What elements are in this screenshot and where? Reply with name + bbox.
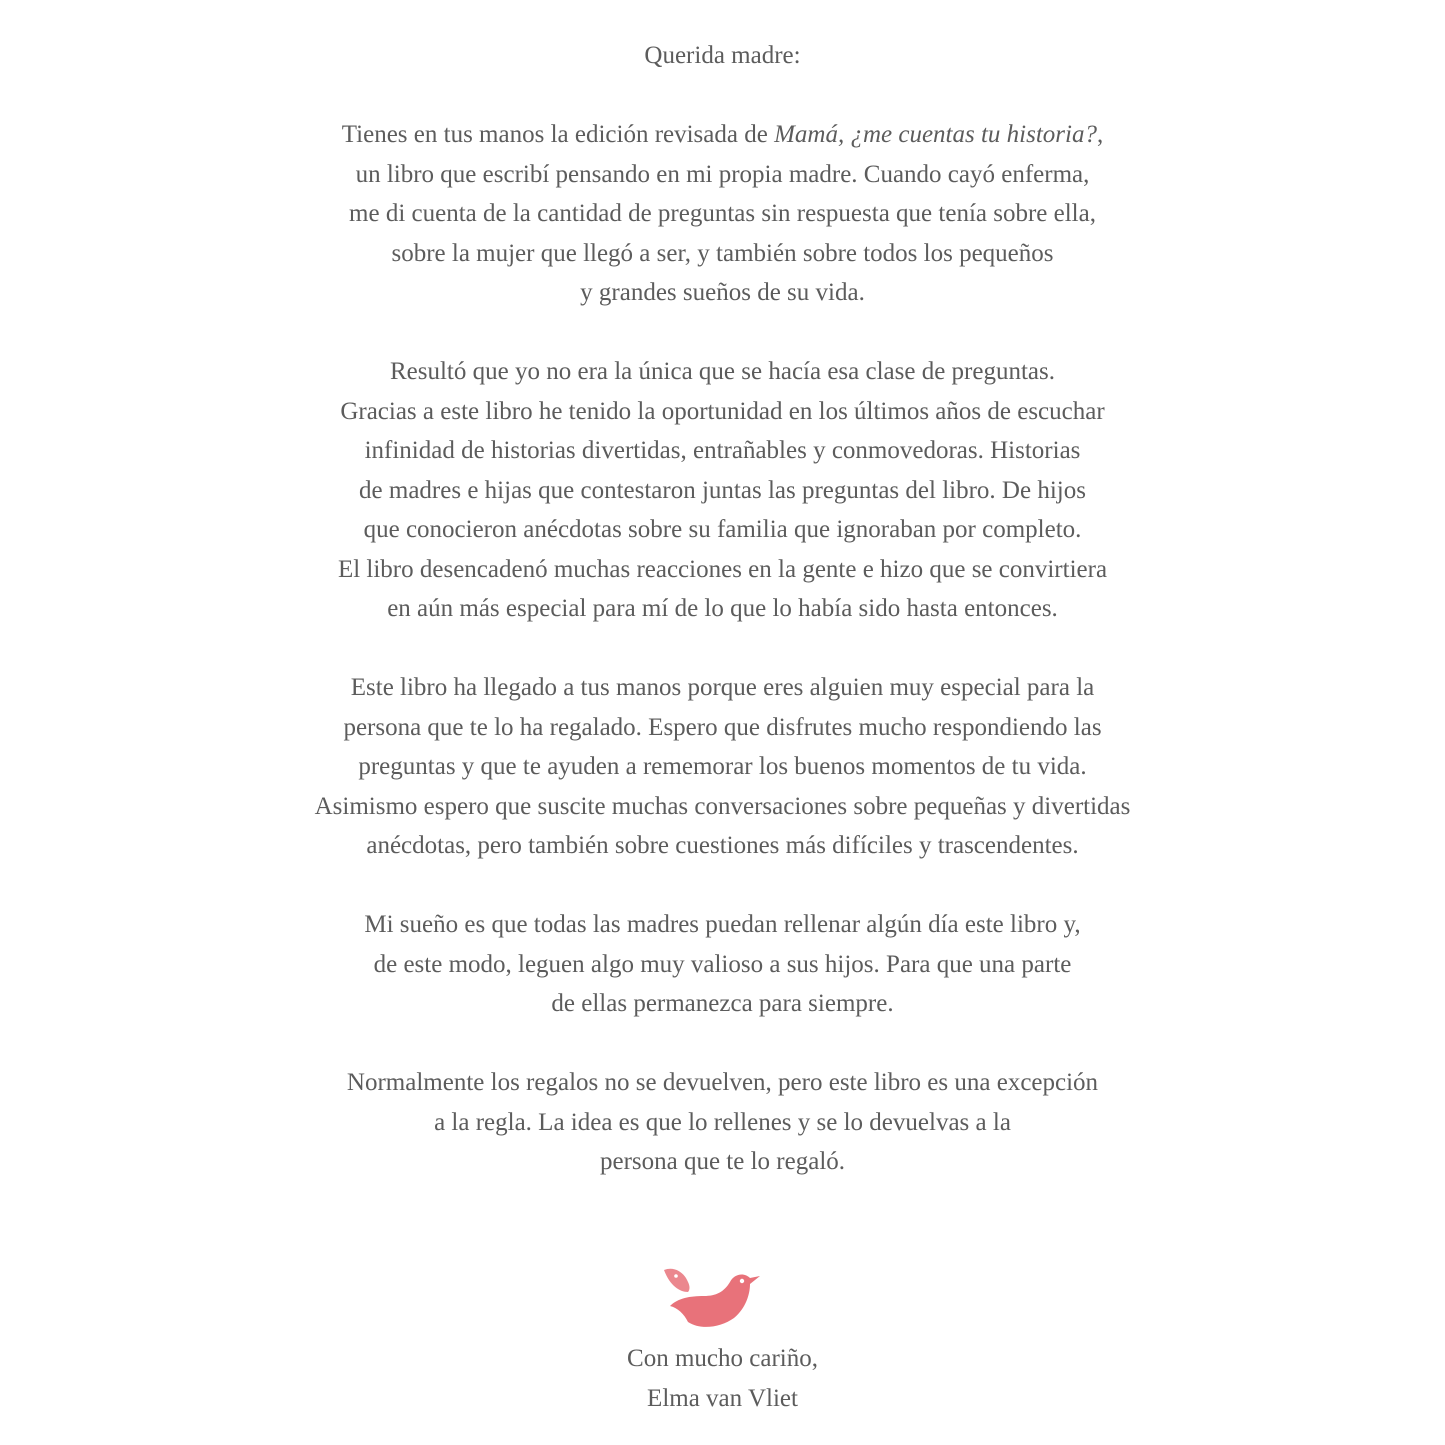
paragraph-3-line: Asimismo espero que suscite muchas conversaciones sobre pequeñas y divertidas [314,792,1131,820]
paragraph-2-line: Resultó que yo no era la única que se hacía esa clase de preguntas. [389,358,1055,385]
paragraph-5-line: persona que te lo regaló. [599,1148,846,1175]
paragraph-3-line: anécdotas, pero también sobre cuestiones más difíciles y trascendentes. [366,832,1079,859]
paragraph-4-line: Mi sueño es que todas las madres puedan rellenar algún día este libro y, [364,911,1081,938]
paragraph-1-line-3: me di cuenta de la cantidad de preguntas sin respuesta que tenía sobre ella, [349,200,1096,227]
letter-body [0,36,1445,1182]
paragraph-2-line: de madres e hijas que contestaron juntas las preguntas del libro. De hijos [359,476,1086,504]
paragraph-4-line: de ellas permanezca para siempre. [551,990,894,1017]
paragraph-1 [0,115,1445,313]
paragraph-3-line: Este libro ha llegado a tus manos porque eres alguien muy especial para la [350,674,1095,701]
paragraph-5-line: Normalmente los regalos no se devuelven, pero este libro es una excepción [346,1069,1099,1096]
paragraph-4 [0,905,1445,1024]
paragraph-4-line: de este modo, leguen algo muy valioso a sus hijos. Para que una parte [373,950,1072,978]
paragraph-2 [0,352,1445,629]
paragraph-3-line: persona que te lo ha regalado. Espero que disfrutes mucho respondiendo las [343,713,1102,741]
paragraph-3 [0,668,1445,866]
greeting: Querida madre: [644,42,801,69]
paragraph-3-line: preguntas y que te ayuden a rememorar los buenos momentos de tu vida. [358,753,1087,780]
paragraph-2-line: Gracias a este libro he tenido la oportunidad en los últimos años de escuchar [340,397,1105,425]
paragraph-2-line: El libro desencadenó muchas reacciones en la gente e hizo que se convirtiera [337,555,1108,583]
paragraph-1-line-5: y grandes sueños de su vida. [580,279,865,306]
closing: Con mucho cariño, [627,1345,818,1372]
paragraph-5 [0,1063,1445,1182]
two-birds-icon [660,1262,764,1330]
signoff [0,1339,1445,1418]
signature: Elma van Vliet [647,1384,798,1412]
paragraph-1-line-2: un libro que escribí pensando en mi propia madre. Cuando cayó enferma, [355,160,1090,188]
paragraph-1-line-1: Tienes en tus manos la edición revisada de Mamá, ¿me cuentas tu historia?, [341,121,1104,148]
paragraph-2-line: en aún más especial para mí de lo que lo había sido hasta entonces. [387,595,1058,622]
book-title: Mamá, ¿me cuentas tu historia? [774,121,1097,148]
paragraph-2-line: que conocieron anécdotas sobre su familia que ignoraban por completo. [363,516,1082,543]
paragraph-2-line: infinidad de historias divertidas, entrañables y conmovedoras. Historias [364,437,1081,464]
paragraph-1-line-4: sobre la mujer que llegó a ser, y también sobre todos los pequeños [391,239,1054,267]
paragraph-5-line: a la regla. La idea es que lo rellenes y se lo devuelvas a la [434,1108,1011,1136]
two-birds-icon-svg [660,1262,764,1330]
